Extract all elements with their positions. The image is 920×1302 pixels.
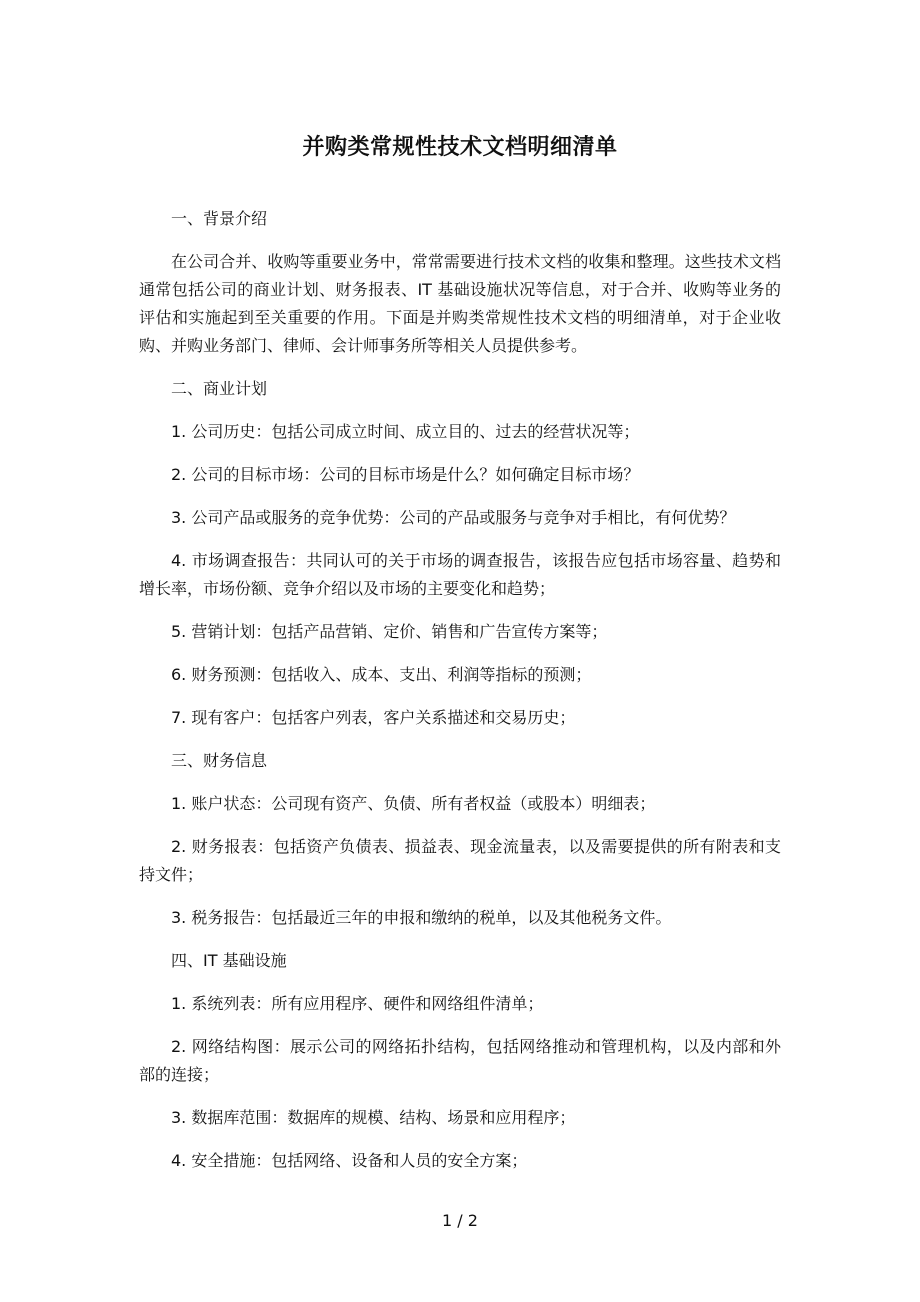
list-item: 1. 账户状态：公司现有资产、负债、所有者权益（或股本）明细表；: [171, 794, 656, 813]
page-number: 1 / 2: [442, 1211, 478, 1230]
list-item: 1. 系统列表：所有应用程序、硬件和网络组件清单；: [171, 994, 544, 1013]
heading-financial-info: 三、财务信息: [171, 751, 268, 770]
list-item: 2. 财务报表：包括资产负债表、损益表、现金流量表，以及需要提供的所有附表和支持文件；: [139, 837, 781, 884]
list-item: 2. 网络结构图：展示公司的网络拓扑结构，包括网络推动和管理机构，以及内部和外部的连接；: [139, 1037, 781, 1084]
document-title: 并购类常规性技术文档明细清单: [302, 135, 618, 160]
list-item: 2. 公司的目标市场：公司的目标市场是什么？如何确定目标市场？: [171, 465, 640, 484]
list-item: 7. 现有客户：包括客户列表，客户关系描述和交易历史；: [171, 708, 576, 727]
document-body: [139, 205, 781, 1175]
heading-background: 一、背景介绍: [171, 209, 268, 228]
background-paragraph: 在公司合并、收购等重要业务中，常常需要进行技术文档的收集和整理。这些技术文档通常包括公司的商业计划、财务报表、IT 基础设施状况等信息，对于合并、收购等业务的评估和实施起到至关重要的作用。下面是并购类常规性技术文档的明细清单，对于企业收购、并购业务部门、律师、会计师事务所等相关人员提供参考。: [139, 252, 781, 355]
list-item: 3. 数据库范围：数据库的规模、结构、场景和应用程序；: [171, 1108, 576, 1127]
list-item: 4. 市场调查报告：共同认可的关于市场的调查报告，该报告应包括市场容量、趋势和增长率，市场份额、竞争介绍以及市场的主要变化和趋势；: [139, 551, 781, 598]
list-item: 4. 安全措施：包括网络、设备和人员的安全方案；: [171, 1151, 528, 1170]
list-item: 6. 财务预测：包括收入、成本、支出、利润等指标的预测；: [171, 665, 592, 684]
heading-it-infrastructure: 四、IT 基础设施: [171, 951, 287, 970]
list-item: 3. 公司产品或服务的竞争优势：公司的产品或服务与竞争对手相比，有何优势？: [171, 508, 736, 527]
heading-business-plan: 二、商业计划: [171, 379, 268, 398]
list-item: 5. 营销计划：包括产品营销、定价、销售和广告宣传方案等；: [171, 622, 608, 641]
list-item: 1. 公司历史：包括公司成立时间、成立目的、过去的经营状况等；: [171, 422, 640, 441]
list-item: 3. 税务报告：包括最近三年的申报和缴纳的税单，以及其他税务文件。: [171, 908, 672, 927]
